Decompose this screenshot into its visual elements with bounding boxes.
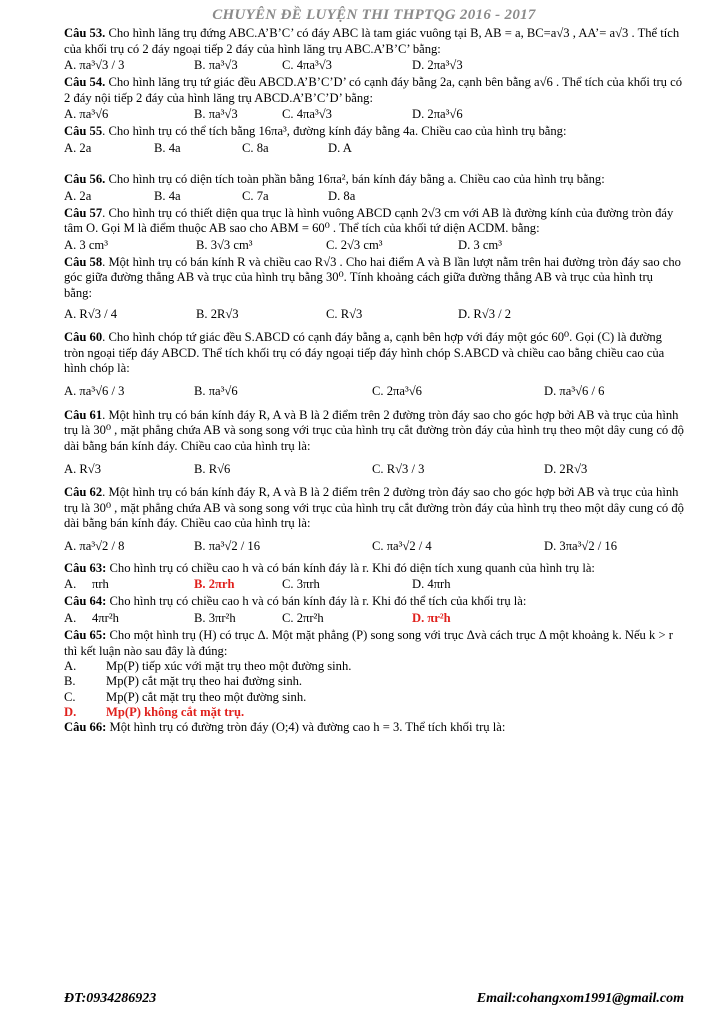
option-a: A. πa³√3 / 3 <box>64 58 125 73</box>
option-a: A. R√3 / 4 <box>64 307 118 322</box>
question-number: Câu 53. <box>64 26 106 41</box>
option-b: B. πa³√3 <box>194 107 238 122</box>
option-b: B. πa³√6 <box>194 384 238 399</box>
option-c: C. 4πa³√3 <box>282 107 332 122</box>
question-number: Câu 63: <box>64 560 107 575</box>
option-a: A. πrh <box>64 577 109 592</box>
question-number: Câu 61 <box>64 407 103 422</box>
option-d: D. 3 cm³ <box>458 237 502 252</box>
question-text: Một hình trụ có đường tròn đáy (O;4) và đường cao h = 3. Thể tích khối trụ là: <box>106 720 506 735</box>
question-number: Câu 62 <box>64 485 103 500</box>
option-a: A. R√3 <box>64 461 102 476</box>
options-64 <box>64 611 684 626</box>
options-57 <box>64 238 684 253</box>
option-b: B. R√6 <box>194 461 231 476</box>
option-d: D. R√3 / 2 <box>458 307 512 322</box>
question-text: . Cho hình chóp tứ giác đều S.ABCD có cạnh đáy bằng a, cạnh bên hợp với đáy một góc 60⁰. Gọi (C) là đường tròn ngoại tiếp đáy ABCD. Thể tích khối trụ có đáy ngoại tiếp đáy hình chóp S.ABCD và chiều cao bằng chiều cao của hình chóp là: <box>64 330 665 376</box>
option-b: B. 2R√3 <box>196 307 239 322</box>
question-text: . Một hình trụ có bán kính R và chiều cao R√3 . Cho hai điểm A và B lần lượt nằm trên hai đường tròn đáy sao cho góc giữa đường thẳng AB và trục của hình trụ bằng 30⁰. Tính khoảng cách giữa đường thẳng AB và trục của hình trụ bằng: <box>64 254 681 300</box>
option-c: C. 7a <box>242 188 269 203</box>
spacer <box>64 158 684 172</box>
question-54 <box>64 75 684 106</box>
option-label: D. <box>64 704 77 719</box>
question-text: Cho một hình trụ (H) có trục Δ. Một mặt phẳng (P) song song với trục Δvà cách trục Δ một khoảng k. Nếu k > r thì kết luận nào sau đây là đúng: <box>64 628 673 658</box>
option-d: D. πa³√6 / 6 <box>544 384 605 399</box>
options-65 <box>64 659 684 720</box>
question-53 <box>64 26 684 57</box>
option-c <box>64 690 684 705</box>
option-c: C. 2πr²h <box>282 610 324 625</box>
question-number: Câu 56. <box>64 172 106 187</box>
question-text: . Cho hình trụ có thiết diện qua trục là hình vuông ABCD cạnh 2√3 cm với AB là đường kính của đường tròn đáy tâm O. Gọi M là điểm thuộc AB sao cho ABM = 60⁰ . Thể tích của khối tứ diện ACDM. bằng: <box>64 205 674 236</box>
question-number: Câu 66: <box>64 720 107 735</box>
option-a <box>64 659 684 674</box>
options-63 <box>64 577 684 592</box>
option-b: B. 4a <box>154 188 181 203</box>
page-header: CHUYÊN ĐỀ LUYỆN THI THPTQG 2016 - 2017 <box>212 7 536 23</box>
option-a: A. 4πr²h <box>64 610 119 625</box>
question-number: Câu 65: <box>64 628 107 643</box>
question-text: Cho hình trụ có chiều cao h và có bán kính đáy là r. Khi đó diện tích xung quanh của hình trụ là: <box>106 560 595 575</box>
option-d: D. A <box>328 140 352 155</box>
option-a: A. 3 cm³ <box>64 237 108 252</box>
option-b: B. 3πr²h <box>194 610 236 625</box>
option-c: C. 4πa³√3 <box>282 58 332 73</box>
page-footer <box>64 990 684 1007</box>
options-61 <box>64 462 684 477</box>
option-d-correct: D. πr²h <box>412 610 451 625</box>
question-number: Câu 60 <box>64 330 103 345</box>
option-text: Mp(P) cắt mặt trụ theo hai đường sinh. <box>106 674 303 689</box>
options-60 <box>64 384 684 399</box>
option-b-correct: B. 2πrh <box>194 577 235 592</box>
option-c: C. 8a <box>242 140 269 155</box>
question-57 <box>64 206 684 237</box>
options-58 <box>64 307 684 322</box>
option-b: B. πa³√2 / 16 <box>194 539 261 554</box>
option-b: B. πa³√3 <box>194 58 238 73</box>
question-56 <box>64 172 684 187</box>
option-d: D. 4πrh <box>412 577 451 592</box>
option-text: Mp(P) tiếp xúc với mặt trụ theo một đường sinh. <box>106 658 352 673</box>
footer-phone: ĐT:0934286923 <box>64 991 157 1006</box>
options-54 <box>64 107 684 122</box>
question-63 <box>64 561 684 576</box>
option-c: C. πa³√2 / 4 <box>372 539 432 554</box>
question-64 <box>64 594 684 609</box>
option-d: D. 2R√3 <box>544 461 588 476</box>
question-text: Cho hình lăng trụ tứ giác đều ABCD.A’B’C’D’ có cạnh đáy bằng 2a, cạnh bên bằng a√6 . Thể tích của khối trụ có 2 đáy nội tiếp 2 đáy của hình lăng trụ ABCD.A’B’C’D’ bằng: <box>64 75 683 105</box>
option-c: C. 3πrh <box>282 577 320 592</box>
footer-email: Email:cohangxom1991@gmail.com <box>476 991 684 1006</box>
option-c: C. R√3 <box>326 307 363 322</box>
option-b: B. 3√3 cm³ <box>196 237 253 252</box>
option-a: A. πa³√6 / 3 <box>64 384 125 399</box>
option-label: A. <box>64 658 77 673</box>
question-61 <box>64 408 684 454</box>
option-text: Mp(P) không cắt mặt trụ. <box>106 704 245 719</box>
question-number: Câu 58 <box>64 254 103 269</box>
question-66 <box>64 720 684 735</box>
question-text: . Một hình trụ có bán kính đáy R, A và B là 2 điểm trên 2 đường tròn đáy sao cho góc hợp bởi AB và trục của hình trụ là 30⁰ , mặt phẳng chứa AB và song song với trục của hình trụ cắt đường tròn đáy của hình trụ theo một dây cung có độ dài bằng bán kính đáy. Chiều cao của hình trụ là: <box>64 407 684 453</box>
question-text: . Một hình trụ có bán kính đáy R, A và B là 2 điểm trên 2 đường tròn đáy sao cho góc hợp bởi AB và trục của hình trụ là 30⁰ , mặt phẳng chứa AB và song song với trục của hình trụ cắt đường tròn đáy của hình trụ theo một dây cung có độ dài bằng bán kính đáy. Chiều cao của hình trụ là: <box>64 485 684 530</box>
option-a: A. 2a <box>64 140 92 155</box>
question-62 <box>64 485 684 531</box>
question-text: Cho hình trụ có chiều cao h và có bán kính đáy là r. Khi đó thể tích của khối trụ là: <box>106 594 527 609</box>
question-text: Cho hình lăng trụ đứng ABC.A’B’C’ có đáy ABC là tam giác vuông tại B, AB = a, BC=a√3 , AA’= a√3 . Thể tích của khối trụ có 2 đáy ngoại tiếp 2 đáy của hình lăng trụ ABC.A’B’C’ bằng: <box>64 26 680 56</box>
option-c: C. 2πa³√6 <box>372 384 422 399</box>
options-55 <box>64 141 684 156</box>
option-b: B. 4a <box>154 140 181 155</box>
question-65 <box>64 628 684 659</box>
option-d: D. 2πa³√6 <box>412 107 463 122</box>
options-53 <box>64 58 684 73</box>
option-text: Mp(P) cắt mặt trụ theo một đường sinh. <box>106 689 307 704</box>
question-number: Câu 54. <box>64 75 106 90</box>
options-56 <box>64 189 684 204</box>
question-text: . Cho hình trụ có thể tích bằng 16πa³, đường kính đáy bằng 4a. Chiều cao của hình trụ bằng: <box>102 124 567 139</box>
option-d: D. 8a <box>328 188 356 203</box>
question-60 <box>64 330 684 376</box>
option-d: D. 3πa³√2 / 16 <box>544 539 618 554</box>
option-c: C. R√3 / 3 <box>372 461 425 476</box>
question-number: Câu 64: <box>64 594 107 609</box>
option-a: A. 2a <box>64 188 92 203</box>
question-number: Câu 55 <box>64 124 103 139</box>
options-62 <box>64 539 684 554</box>
option-d-correct <box>64 705 684 720</box>
option-c: C. 2√3 cm³ <box>326 237 383 252</box>
option-label: B. <box>64 674 76 689</box>
option-a: A. πa³√2 / 8 <box>64 539 125 554</box>
option-b <box>64 674 684 689</box>
option-a: A. πa³√6 <box>64 107 109 122</box>
option-label: C. <box>64 689 76 704</box>
question-55 <box>64 124 684 139</box>
question-text: Cho hình trụ có diện tích toàn phần bằng 16πa², bán kính đáy bằng a. Chiều cao của hình trụ bằng: <box>108 172 605 187</box>
question-number: Câu 57 <box>64 205 103 220</box>
question-58 <box>64 255 684 301</box>
option-d: D. 2πa³√3 <box>412 58 463 73</box>
